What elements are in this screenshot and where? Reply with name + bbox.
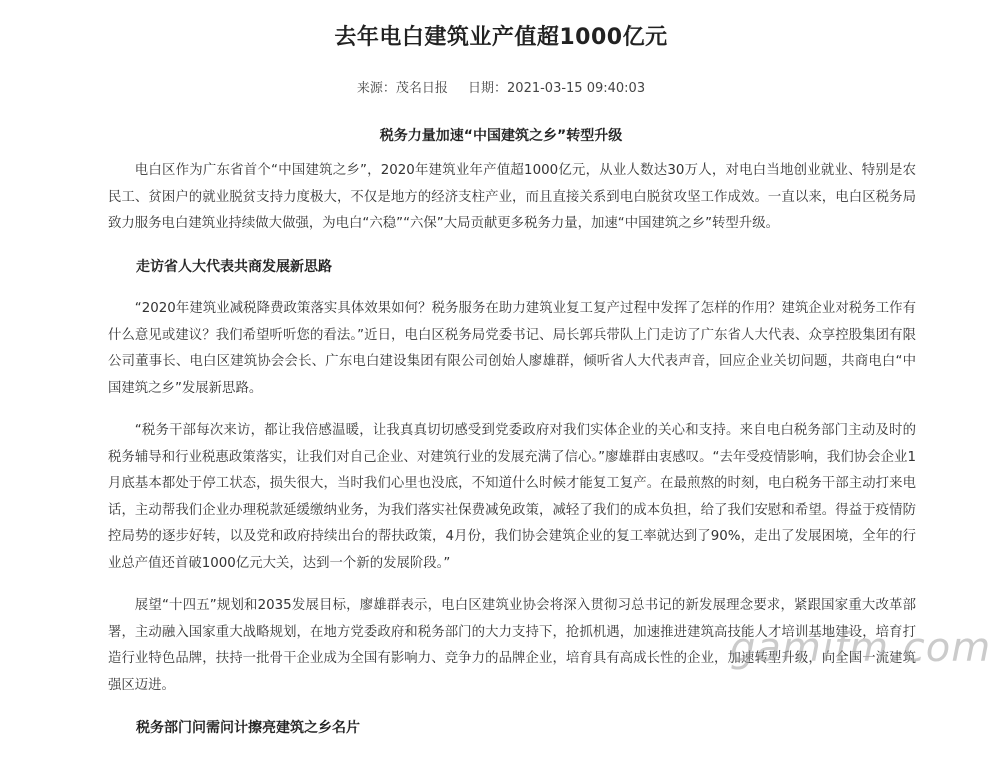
watermark: gamifm.com xyxy=(730,625,992,671)
paragraph: “税务干部每次来访，都让我倍感温暖，让我真真切切感受到党委政府对我们实体企业的关心和支持。来自电白税务部门主动及时的税务辅导和行业税惠政策落实，让我们对自己企业、对建筑行业的发展充满了信心。”廖雄群由衷感叹。“去年受疫情影响，我们协会企业1月底基本都处于停工状态，损失很大，当时我们心里也没底，不知道什么时候才能复工复产。在最煎熬的时刻，电白税务干部主动打来电话，主动帮我们企业办理税款延缓缴纳业务，为我们落实社保费减免政策，减轻了我们的成本负担，给了我们安慰和希望。得益于疫情防控局势的逐步好转，以及党和政府持续出台的帮扶政策，4月份，我们协会建筑企业的复工率就达到了90%，走出了发展困境，全年的行业总产值还首破1000亿元大关，达到一个新的发展阶段。” xyxy=(108,423,916,571)
source-label: 来源：茂名日报 xyxy=(356,81,448,96)
paragraph: 展望“十四五”规划和2035发展目标，廖雄群表示，电白区建筑业协会将深入贯彻习总书记的新发展理念要求，紧跟国家重大改革部署，主动融入国家重大战略规划，在地方党委政府和税务部门的大力支持下，抢抓机遇，加速推进建筑高技能人才培训基地建设，培育打造行业特色品牌，扶持一批骨干企业成为全国有影响力、竞争力的品牌企业，培育具有高成长性的企业，加速转型升级，向全国一流建筑强区迈进。 xyxy=(108,598,916,693)
article-title: 去年电白建筑业产值超1000亿元 xyxy=(334,25,668,50)
paragraph: 电白区作为广东省首个“中国建筑之乡”，2020年建筑业年产值超1000亿元，从业人数达30万人，对电白当地创业就业、特别是农民工、贫困户的就业脱贫支持力度极大，不仅是地方的经济支柱产业，而且直接关系到电白脱贫攻坚工作成效。一直以来，电白区税务局致力服务电白建筑业持续做大做强，为电白“六稳”“六保”大局贡献更多税务力量，加速“中国建筑之乡”转型升级。 xyxy=(108,163,916,231)
section-heading: 走访省人大代表共商发展新思路 xyxy=(136,258,332,275)
date-label: 日期：2021-03-15 09:40:03 xyxy=(468,81,646,96)
paragraph: “2020年建筑业减税降费政策落实具体效果如何？税务服务在助力建筑业复工复产过程中发挥了怎样的作用？建筑企业对税务工作有什么意见或建议？我们希望听听您的看法。”近日，电白区税务局党委书记、局长郭兵带队上门走访了广东省人大代表、众享控股集团有限公司董事长、电白区建筑协会会长、广东电白建设集团有限公司创始人廖雄群，倾听省人大代表声音，回应企业关切问题，共商电白“中国建筑之乡”发展新思路。 xyxy=(108,301,916,396)
article-meta xyxy=(0,77,1002,96)
article-subtitle: 税务力量加速“中国建筑之乡”转型升级 xyxy=(379,128,623,144)
article-body xyxy=(108,158,916,758)
section-heading: 税务部门问需问计擦亮建筑之乡名片 xyxy=(136,720,360,736)
